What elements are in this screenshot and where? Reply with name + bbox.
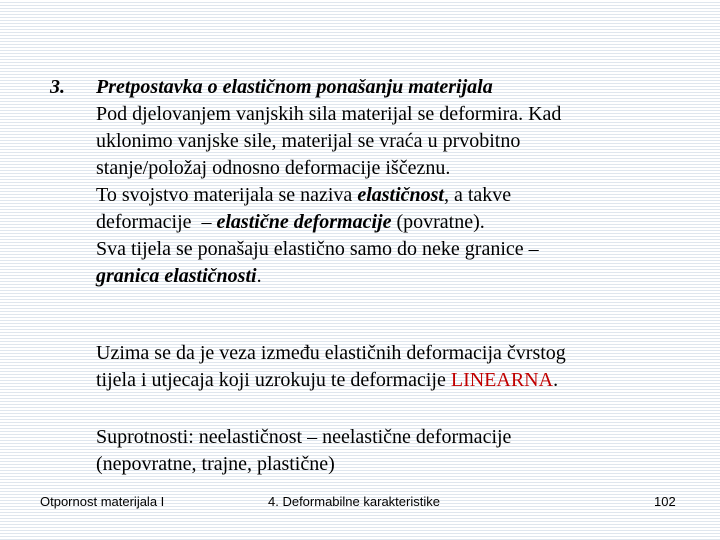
term-elasticity: elastičnost [357, 184, 444, 206]
text-line: (nepovratne, trajne, plastične) [96, 453, 335, 475]
footer-course-title: Otpornost materijala I [40, 494, 165, 509]
section-heading: Pretpostavka o elastičnom ponašanju materijala [96, 76, 493, 98]
text-line: stanje/položaj odnosno deformacije iščeznu. [96, 157, 451, 179]
item-number: 3. [50, 76, 65, 98]
text-run: deformacije – [96, 211, 217, 233]
text-line: Pod djelovanjem vanjskih sila materijal se deformira. Kad [96, 103, 562, 125]
paragraph-deformation [96, 101, 696, 182]
text-line: Sva tijela se ponašaju elastično samo do neke granice – [96, 238, 539, 260]
text-run: . [553, 369, 559, 391]
text-run: To svojstvo materijala se naziva [96, 184, 358, 206]
text-run: (povratne). [391, 211, 485, 233]
footer-chapter-title: 4. Deformabilne karakteristike [268, 494, 440, 509]
text-run: tijela i utjecaja koji uzrokuju te deformacije [96, 369, 451, 391]
paragraph-elasticity [96, 182, 696, 236]
main-text-block [96, 74, 696, 290]
text-run: . [256, 265, 262, 287]
term-linear: LINEARNA [450, 369, 554, 391]
footer-page-number: 102 [654, 494, 676, 509]
paragraph-opposites [96, 424, 696, 478]
paragraph-linearity [96, 340, 696, 394]
text-line [96, 182, 696, 209]
text-run: , a takve [443, 184, 512, 206]
term-elastic-limit: granica elastičnosti [96, 265, 257, 287]
text-line [96, 263, 696, 290]
text-line [96, 209, 696, 236]
text-line: Suprotnosti: neelastičnost – neelastične deformacije [96, 426, 512, 448]
text-line [96, 367, 696, 394]
paragraph-elastic-limit [96, 236, 696, 290]
text-line: Uzima se da je veza između elastičnih deformacija čvrstog [96, 342, 566, 364]
term-elastic-deformations: elastične deformacije [216, 211, 392, 233]
text-line: uklonimo vanjske sile, materijal se vraća u prvobitno [96, 130, 521, 152]
